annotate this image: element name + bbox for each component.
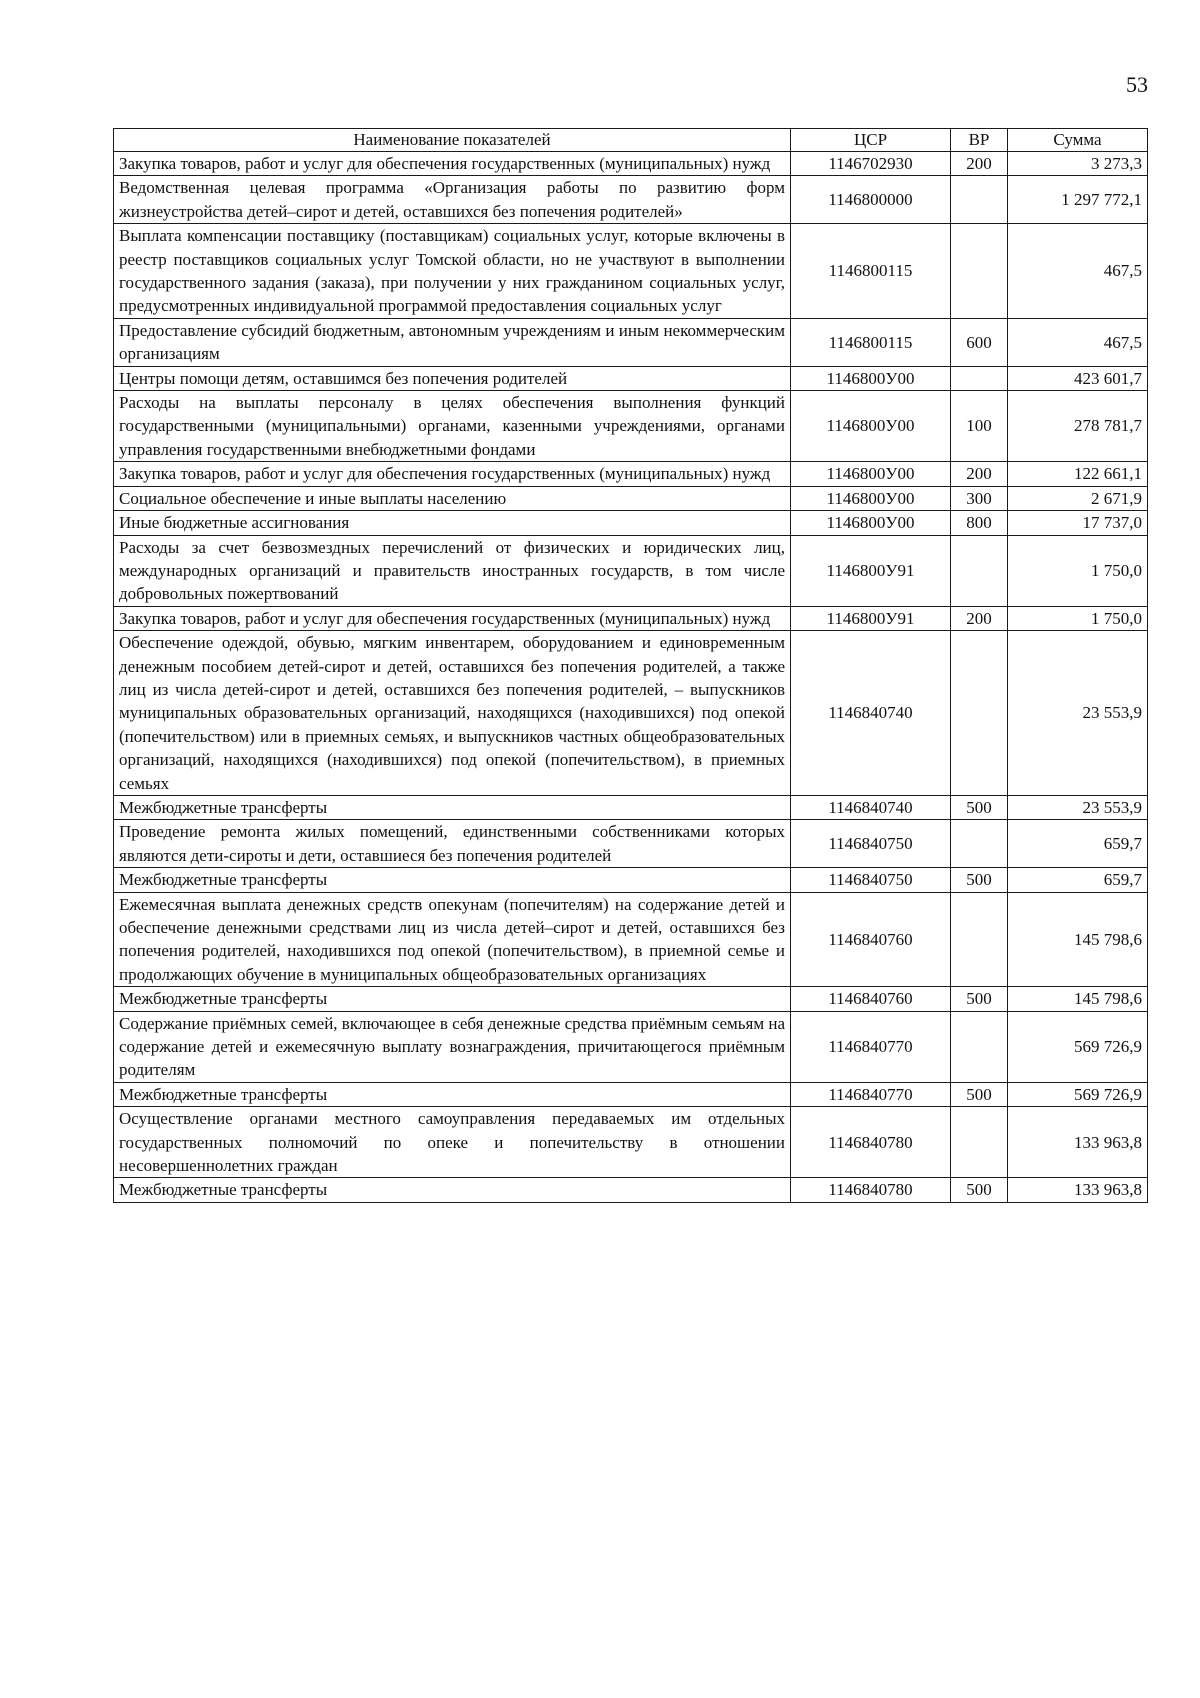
cell-csr: 1146800У91 <box>791 606 951 630</box>
table-row <box>114 391 1148 462</box>
cell-vr: 500 <box>951 987 1008 1011</box>
table-header <box>114 129 1148 152</box>
cell-csr: 1146800У00 <box>791 486 951 510</box>
cell-vr <box>951 631 1008 796</box>
cell-vr: 100 <box>951 391 1008 462</box>
cell-vr: 200 <box>951 152 1008 176</box>
page-number: 53 <box>1126 72 1148 97</box>
cell-csr: 1146800У00 <box>791 366 951 390</box>
table-row <box>114 486 1148 510</box>
table-row <box>114 631 1148 796</box>
cell-sum: 133 963,8 <box>1008 1107 1148 1178</box>
cell-name: Межбюджетные трансферты <box>114 795 791 819</box>
cell-csr: 1146840750 <box>791 820 951 868</box>
cell-vr <box>951 224 1008 319</box>
cell-name: Закупка товаров, работ и услуг для обеспечения государственных (муниципальных) нужд <box>114 152 791 176</box>
cell-name: Закупка товаров, работ и услуг для обеспечения государственных (муниципальных) нужд <box>114 462 791 486</box>
table-row <box>114 176 1148 224</box>
table-row <box>114 535 1148 606</box>
cell-sum: 145 798,6 <box>1008 987 1148 1011</box>
cell-vr <box>951 1011 1008 1082</box>
cell-csr: 1146800У00 <box>791 462 951 486</box>
cell-name: Предоставление субсидий бюджетным, автономным учреждениям и иным некоммерческим организациям <box>114 318 791 366</box>
cell-name: Проведение ремонта жилых помещений, единственными собственниками которых являются дети-сироты и дети, оставшиеся без попечения родителей <box>114 820 791 868</box>
cell-sum: 133 963,8 <box>1008 1178 1148 1202</box>
cell-vr <box>951 176 1008 224</box>
table-row <box>114 820 1148 868</box>
cell-csr: 1146840780 <box>791 1178 951 1202</box>
cell-name: Расходы за счет безвозмездных перечислений от физических и юридических лиц, международных организаций и правительств иностранных государств, в том числе добровольных пожертвований <box>114 535 791 606</box>
cell-sum: 1 297 772,1 <box>1008 176 1148 224</box>
cell-csr: 1146840780 <box>791 1107 951 1178</box>
cell-name: Межбюджетные трансферты <box>114 1082 791 1106</box>
cell-vr: 500 <box>951 795 1008 819</box>
table-body <box>114 152 1148 1203</box>
cell-name: Центры помощи детям, оставшимся без попечения родителей <box>114 366 791 390</box>
header-name: Наименование показателей <box>114 129 791 152</box>
cell-name: Иные бюджетные ассигнования <box>114 511 791 535</box>
cell-sum: 569 726,9 <box>1008 1011 1148 1082</box>
cell-vr: 500 <box>951 1082 1008 1106</box>
cell-sum: 659,7 <box>1008 868 1148 892</box>
cell-csr: 1146840740 <box>791 795 951 819</box>
cell-sum: 1 750,0 <box>1008 606 1148 630</box>
cell-csr: 1146840740 <box>791 631 951 796</box>
table-row <box>114 1011 1148 1082</box>
cell-vr: 200 <box>951 462 1008 486</box>
table-row <box>114 987 1148 1011</box>
cell-sum: 23 553,9 <box>1008 631 1148 796</box>
cell-name: Межбюджетные трансферты <box>114 987 791 1011</box>
table-row <box>114 511 1148 535</box>
cell-sum: 1 750,0 <box>1008 535 1148 606</box>
budget-table <box>113 128 1148 1203</box>
cell-name: Ежемесячная выплата денежных средств опекунам (попечителям) на содержание детей и обеспечение денежными средствами лиц из числа детей–сирот и детей, оставшихся без попечения родителей, находившихся под опекой (попечительством), в приемной семье и продолжающих обучение в муниципальных общеобразовательных организациях <box>114 892 791 987</box>
cell-vr: 200 <box>951 606 1008 630</box>
cell-sum: 467,5 <box>1008 224 1148 319</box>
cell-name: Осуществление органами местного самоуправления передаваемых им отдельных государственных полномочий по опеке и попечительству в отношении несовершеннолетних граждан <box>114 1107 791 1178</box>
table-row <box>114 1107 1148 1178</box>
cell-vr: 500 <box>951 1178 1008 1202</box>
cell-csr: 1146800У91 <box>791 535 951 606</box>
cell-vr: 800 <box>951 511 1008 535</box>
cell-sum: 17 737,0 <box>1008 511 1148 535</box>
cell-csr: 1146840770 <box>791 1082 951 1106</box>
table-row <box>114 1082 1148 1106</box>
cell-sum: 278 781,7 <box>1008 391 1148 462</box>
cell-vr <box>951 1107 1008 1178</box>
cell-vr <box>951 366 1008 390</box>
table-row <box>114 795 1148 819</box>
cell-name: Закупка товаров, работ и услуг для обеспечения государственных (муниципальных) нужд <box>114 606 791 630</box>
table-row <box>114 606 1148 630</box>
cell-vr <box>951 820 1008 868</box>
cell-sum: 122 661,1 <box>1008 462 1148 486</box>
cell-sum: 23 553,9 <box>1008 795 1148 819</box>
header-csr: ЦСР <box>791 129 951 152</box>
cell-sum: 145 798,6 <box>1008 892 1148 987</box>
table-row <box>114 1178 1148 1202</box>
header-sum: Сумма <box>1008 129 1148 152</box>
table-row <box>114 366 1148 390</box>
cell-name: Межбюджетные трансферты <box>114 868 791 892</box>
cell-name: Социальное обеспечение и иные выплаты населению <box>114 486 791 510</box>
table-row <box>114 224 1148 319</box>
cell-csr: 1146840770 <box>791 1011 951 1082</box>
cell-csr: 1146702930 <box>791 152 951 176</box>
table-row <box>114 462 1148 486</box>
header-vr: ВР <box>951 129 1008 152</box>
table-row <box>114 152 1148 176</box>
cell-vr: 500 <box>951 868 1008 892</box>
cell-csr: 1146800115 <box>791 224 951 319</box>
cell-name: Межбюджетные трансферты <box>114 1178 791 1202</box>
cell-name: Расходы на выплаты персоналу в целях обеспечения выполнения функций государственными (муниципальными) органами, казенными учреждениями, органами управления государственными внебюджетными фондами <box>114 391 791 462</box>
cell-csr: 1146800000 <box>791 176 951 224</box>
cell-sum: 423 601,7 <box>1008 366 1148 390</box>
cell-csr: 1146800У00 <box>791 511 951 535</box>
cell-vr <box>951 535 1008 606</box>
cell-sum: 569 726,9 <box>1008 1082 1148 1106</box>
cell-csr: 1146840760 <box>791 892 951 987</box>
cell-csr: 1146840750 <box>791 868 951 892</box>
cell-csr: 1146840760 <box>791 987 951 1011</box>
table-row <box>114 318 1148 366</box>
cell-name: Ведомственная целевая программа «Организация работы по развитию форм жизнеустройства детей–сирот и детей, оставшихся без попечения родителей» <box>114 176 791 224</box>
cell-csr: 1146800115 <box>791 318 951 366</box>
cell-sum: 3 273,3 <box>1008 152 1148 176</box>
cell-sum: 467,5 <box>1008 318 1148 366</box>
cell-vr: 300 <box>951 486 1008 510</box>
cell-name: Выплата компенсации поставщику (поставщикам) социальных услуг, которые включены в реестр поставщиков социальных услуг Томской области, но не участвуют в выполнении государственного задания (заказа), при получении у них гражданином социальных услуг, предусмотренных индивидуальной программой предоставления социальных услуг <box>114 224 791 319</box>
cell-name: Обеспечение одеждой, обувью, мягким инвентарем, оборудованием и единовременным денежным пособием детей-сирот и детей, оставшихся без попечения родителей, а также лиц из числа детей-сирот и детей, оставшихся без попечения родителей, – выпускников муниципальных образовательных организаций, находящихся (находившихся) под опекой (попечительством) или в приемных семьях, и выпускников частных общеобразовательных организаций, находящихся (находившихся) под опекой (попечительством), в приемных семьях <box>114 631 791 796</box>
cell-vr <box>951 892 1008 987</box>
cell-csr: 1146800У00 <box>791 391 951 462</box>
header-row <box>114 129 1148 152</box>
cell-vr: 600 <box>951 318 1008 366</box>
cell-sum: 2 671,9 <box>1008 486 1148 510</box>
table-row <box>114 892 1148 987</box>
cell-name: Содержание приёмных семей, включающее в себя денежные средства приёмным семьям на содержание детей и ежемесячную выплату вознаграждения, причитающегося приёмным родителям <box>114 1011 791 1082</box>
table-row <box>114 868 1148 892</box>
cell-sum: 659,7 <box>1008 820 1148 868</box>
